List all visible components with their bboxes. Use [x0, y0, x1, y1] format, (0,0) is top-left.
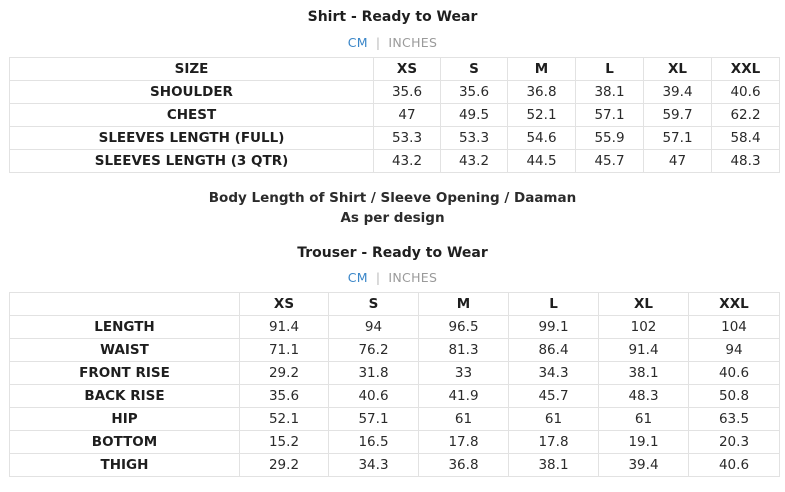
measurement-cell: 38.1	[576, 81, 644, 104]
trouser-unit-toggle	[0, 270, 785, 285]
row-label-cell: BOTTOM	[10, 431, 240, 454]
measurement-cell: 44.5	[508, 150, 576, 173]
measurement-cell: 35.6	[240, 385, 329, 408]
shirt-table-body	[10, 58, 780, 173]
measurement-cell: 38.1	[509, 454, 599, 477]
measurement-cell: 86.4	[509, 339, 599, 362]
measurement-cell: 94	[689, 339, 780, 362]
measurement-cell: 104	[689, 316, 780, 339]
measurement-cell: 61	[599, 408, 689, 431]
measurement-cell: 50.8	[689, 385, 780, 408]
shirt-unit-toggle	[0, 35, 785, 50]
measurement-cell: 35.6	[441, 81, 508, 104]
measurement-cell: 45.7	[576, 150, 644, 173]
measurement-cell: 17.8	[509, 431, 599, 454]
trouser-table-body	[10, 293, 780, 477]
measurement-cell: 61	[509, 408, 599, 431]
unit-separator: |	[375, 35, 381, 50]
measurement-cell: 20.3	[689, 431, 780, 454]
shirt-size-table	[9, 57, 780, 173]
measurement-cell: 16.5	[329, 431, 419, 454]
measurement-cell: 17.8	[419, 431, 509, 454]
table-row	[10, 385, 780, 408]
table-row	[10, 431, 780, 454]
size-header-cell: XXL	[689, 293, 780, 316]
measurement-cell: 61	[419, 408, 509, 431]
size-header-cell: L	[576, 58, 644, 81]
measurement-cell: 102	[599, 316, 689, 339]
measurement-cell: 76.2	[329, 339, 419, 362]
measurement-cell: 40.6	[689, 454, 780, 477]
trouser-unit-inches-button[interactable]: INCHES	[388, 270, 438, 285]
row-label-cell: SLEEVES LENGTH (3 QTR)	[10, 150, 374, 173]
measurement-cell: 91.4	[599, 339, 689, 362]
measurement-cell: 58.4	[712, 127, 780, 150]
measurement-cell: 43.2	[374, 150, 441, 173]
table-row	[10, 150, 780, 173]
trouser-title: Trouser - Ready to Wear	[297, 245, 488, 261]
measurement-cell: 54.6	[508, 127, 576, 150]
measurement-cell: 31.8	[329, 362, 419, 385]
table-row	[10, 316, 780, 339]
measurement-cell: 36.8	[508, 81, 576, 104]
measurement-cell: 63.5	[689, 408, 780, 431]
measurement-cell: 94	[329, 316, 419, 339]
row-label-cell: BACK RISE	[10, 385, 240, 408]
table-row	[10, 104, 780, 127]
measurement-cell: 96.5	[419, 316, 509, 339]
measurement-cell: 43.2	[441, 150, 508, 173]
measurement-cell: 35.6	[374, 81, 441, 104]
row-label-cell: CHEST	[10, 104, 374, 127]
row-label-cell: HIP	[10, 408, 240, 431]
note-line-2: As per design	[340, 210, 445, 226]
measurement-cell: 19.1	[599, 431, 689, 454]
measurement-cell: 45.7	[509, 385, 599, 408]
row-label-cell: LENGTH	[10, 316, 240, 339]
header-label-cell: SIZE	[10, 58, 374, 81]
shirt-unit-inches-button[interactable]: INCHES	[388, 35, 438, 50]
measurement-cell: 39.4	[599, 454, 689, 477]
measurement-cell: 41.9	[419, 385, 509, 408]
row-label-cell: FRONT RISE	[10, 362, 240, 385]
header-label-cell	[10, 293, 240, 316]
row-label-cell: THIGH	[10, 454, 240, 477]
row-label-cell: WAIST	[10, 339, 240, 362]
measurement-cell: 38.1	[599, 362, 689, 385]
shirt-title: Shirt - Ready to Wear	[307, 9, 478, 25]
measurement-cell: 57.1	[644, 127, 712, 150]
measurement-cell: 40.6	[689, 362, 780, 385]
table-row	[10, 81, 780, 104]
measurement-cell: 47	[644, 150, 712, 173]
trouser-unit-cm-button[interactable]: CM	[347, 270, 368, 285]
size-header-cell: XXL	[712, 58, 780, 81]
measurement-cell: 40.6	[329, 385, 419, 408]
measurement-cell: 53.3	[441, 127, 508, 150]
measurement-cell: 40.6	[712, 81, 780, 104]
size-header-cell: L	[509, 293, 599, 316]
measurement-cell: 71.1	[240, 339, 329, 362]
measurement-cell: 49.5	[441, 104, 508, 127]
unit-separator: |	[375, 270, 381, 285]
measurement-cell: 52.1	[508, 104, 576, 127]
table-row	[10, 339, 780, 362]
size-header-cell: M	[419, 293, 509, 316]
shirt-unit-cm-button[interactable]: CM	[347, 35, 368, 50]
measurement-cell: 34.3	[329, 454, 419, 477]
table-row	[10, 454, 780, 477]
measurement-cell: 57.1	[329, 408, 419, 431]
trouser-size-table	[9, 292, 780, 477]
size-header-cell: M	[508, 58, 576, 81]
table-row	[10, 127, 780, 150]
row-label-cell: SHOULDER	[10, 81, 374, 104]
size-header-cell: XS	[240, 293, 329, 316]
measurement-cell: 99.1	[509, 316, 599, 339]
measurement-cell: 55.9	[576, 127, 644, 150]
measurement-cell: 48.3	[599, 385, 689, 408]
table-row	[10, 408, 780, 431]
measurement-cell: 47	[374, 104, 441, 127]
header-row	[10, 293, 780, 316]
measurement-cell: 62.2	[712, 104, 780, 127]
size-header-cell: S	[441, 58, 508, 81]
table-row	[10, 362, 780, 385]
row-label-cell: SLEEVES LENGTH (FULL)	[10, 127, 374, 150]
size-header-cell: S	[329, 293, 419, 316]
measurement-cell: 29.2	[240, 454, 329, 477]
size-header-cell: XL	[599, 293, 689, 316]
size-header-cell: XL	[644, 58, 712, 81]
measurement-cell: 39.4	[644, 81, 712, 104]
measurement-cell: 53.3	[374, 127, 441, 150]
measurement-cell: 34.3	[509, 362, 599, 385]
measurement-cell: 59.7	[644, 104, 712, 127]
measurement-cell: 33	[419, 362, 509, 385]
measurement-cell: 15.2	[240, 431, 329, 454]
measurement-cell: 52.1	[240, 408, 329, 431]
header-row	[10, 58, 780, 81]
measurement-cell: 57.1	[576, 104, 644, 127]
measurement-cell: 48.3	[712, 150, 780, 173]
note-line-1: Body Length of Shirt / Sleeve Opening / Daaman	[208, 190, 577, 206]
measurement-cell: 81.3	[419, 339, 509, 362]
measurement-cell: 29.2	[240, 362, 329, 385]
measurement-cell: 91.4	[240, 316, 329, 339]
measurement-cell: 36.8	[419, 454, 509, 477]
size-header-cell: XS	[374, 58, 441, 81]
